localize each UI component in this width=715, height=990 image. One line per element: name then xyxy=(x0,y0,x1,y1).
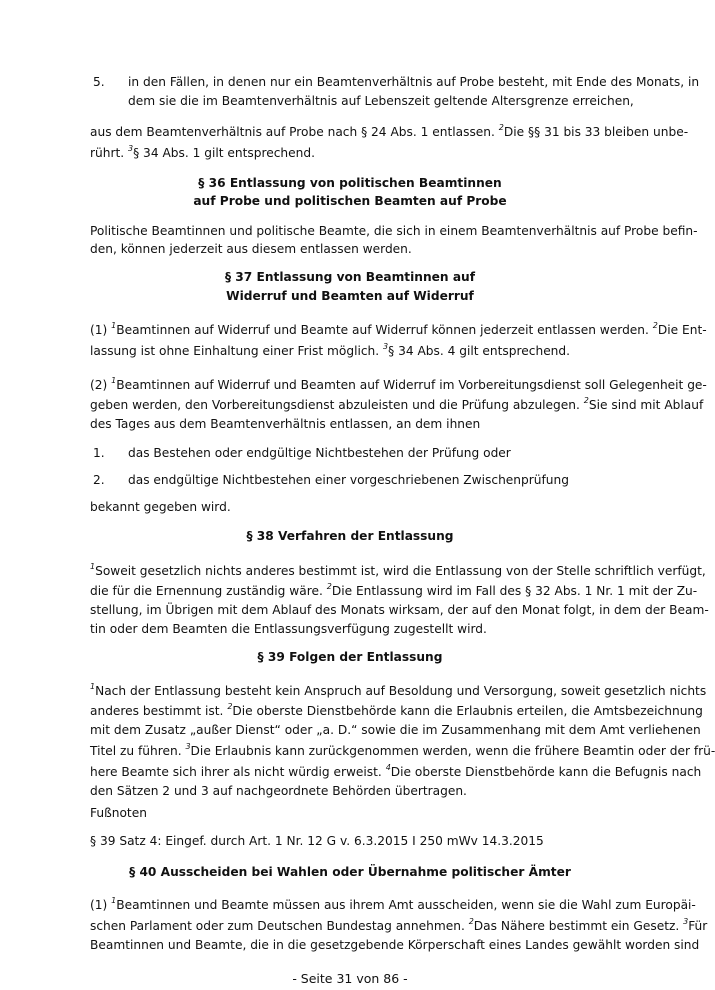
paragraph-line: den, können jederzeit aus diesem entlassen werden. xyxy=(90,242,412,256)
paragraph-line: rührt. $^3$§ 34 Abs. 1 gilt entsprechend. xyxy=(90,144,315,160)
paragraph-line: mit dem Zusatz „außer Dienst“ oder „a. D.“ sowie die im Zusammenhang mit dem Amt verliehenen xyxy=(90,723,701,737)
list-item-text: das Bestehen oder endgültige Nichtbestehen der Prüfung oder xyxy=(128,446,511,460)
page-number: - Seite 31 von 86 - xyxy=(292,971,408,986)
section-heading: Widerruf und Beamten auf Widerruf xyxy=(226,289,474,303)
section-heading: § 37 Entlassung von Beamtinnen auf xyxy=(224,270,476,284)
paragraph-line: $^1$Nach der Entlassung besteht kein Anspruch auf Besoldung und Versorgung, soweit gesetzlich nichts xyxy=(90,682,707,698)
paragraph-line: Beamtinnen und Beamte, die in die gesetzgebende Körperschaft eines Landes gewählt worden sind xyxy=(90,938,700,952)
paragraph-line: $^1$Soweit gesetzlich nichts anderes bestimmt ist, wird die Entlassung von der Stelle schriftlich verfügt, xyxy=(90,562,706,578)
paragraph-line: bekannt gegeben wird. xyxy=(90,500,231,514)
paragraph-line: (1) $^1$Beamtinnen auf Widerruf und Beamte auf Widerruf können jederzeit entlassen werden. $^2$Die Ent- xyxy=(90,321,707,337)
paragraph-line: des Tages aus dem Beamtenverhältnis entlassen, an dem ihnen xyxy=(90,417,481,431)
paragraph-line: Titel zu führen. $^3$Die Erlaubnis kann zurückgenommen werden, wenn die frühere Beamtin oder der frü- xyxy=(90,742,715,758)
paragraph-line: lassung ist ohne Einhaltung einer Frist möglich. $^3$§ 34 Abs. 4 gilt entsprechend. xyxy=(90,342,571,358)
paragraph-line: tin oder dem Beamten die Entlassungsverfügung zugestellt wird. xyxy=(90,622,487,636)
section-heading: § 36 Entlassung von politischen Beamtinnen xyxy=(198,176,502,190)
section-heading: § 40 Ausscheiden bei Wahlen oder Übernahme politischer Ämter xyxy=(129,865,571,879)
list-number: 1. xyxy=(93,446,105,460)
paragraph-line: den Sätzen 2 und 3 auf nachgeordnete Behörden übertragen. xyxy=(90,784,467,798)
list-item-text: dem sie die im Beamtenverhältnis auf Lebenszeit geltende Altersgrenze erreichen, xyxy=(128,94,634,108)
list-item-text: in den Fällen, in denen nur ein Beamtenverhältnis auf Probe besteht, mit Ende des Monats, in xyxy=(128,75,700,89)
list-item-text: das endgültige Nichtbestehen einer vorgeschriebenen Zwischenprüfung xyxy=(128,473,569,487)
section-heading: § 39 Folgen der Entlassung xyxy=(257,650,443,664)
section-heading: § 38 Verfahren der Entlassung xyxy=(246,529,454,543)
list-number: 2. xyxy=(93,473,105,487)
paragraph-line: geben werden, den Vorbereitungsdienst abzuleisten und die Prüfung abzulegen. $^2$Sie sind mit Ablauf xyxy=(90,396,704,412)
paragraph-line: anderes bestimmt ist. $^2$Die oberste Dienstbehörde kann die Erlaubnis erteilen, die Amtsbezeichnung xyxy=(90,702,703,718)
footnote-label: Fußnoten xyxy=(90,806,147,820)
footnote-text: § 39 Satz 4: Eingef. durch Art. 1 Nr. 12 G v. 6.3.2015 I 250 mWv 14.3.2015 xyxy=(90,834,544,848)
list-number: 5. xyxy=(93,75,105,89)
paragraph-line: die für die Ernennung zuständig wäre. $^2$Die Entlassung wird im Fall des § 32 Abs. 1 Nr. 1 mit der Zu- xyxy=(90,582,698,598)
section-heading: auf Probe und politischen Beamten auf Probe xyxy=(193,194,507,208)
paragraph-line: (1) $^1$Beamtinnen und Beamte müssen aus ihrem Amt ausscheiden, wenn sie die Wahl zum Europäi- xyxy=(90,896,696,912)
paragraph-line: here Beamte sich ihrer als nicht würdig erweist. $^4$Die oberste Dienstbehörde kann die Befugnis nach xyxy=(90,763,702,779)
paragraph-line: stellung, im Übrigen mit dem Ablauf des Monats wirksam, der auf den Monat folgt, in dem der Beam- xyxy=(90,603,709,617)
paragraph-line: Politische Beamtinnen und politische Beamte, die sich in einem Beamtenverhältnis auf Probe befin- xyxy=(90,224,698,238)
paragraph-line: (2) $^1$Beamtinnen auf Widerruf und Beamten auf Widerruf im Vorbereitungsdienst soll Gelegenheit ge- xyxy=(90,376,707,392)
paragraph-line: aus dem Beamtenverhältnis auf Probe nach § 24 Abs. 1 entlassen. $^2$Die §§ 31 bis 33 bleiben unbe- xyxy=(90,123,689,139)
paragraph-line: schen Parlament oder zum Deutschen Bundestag annehmen. $^2$Das Nähere bestimmt ein Gesetz. $^3$Für xyxy=(90,917,708,933)
